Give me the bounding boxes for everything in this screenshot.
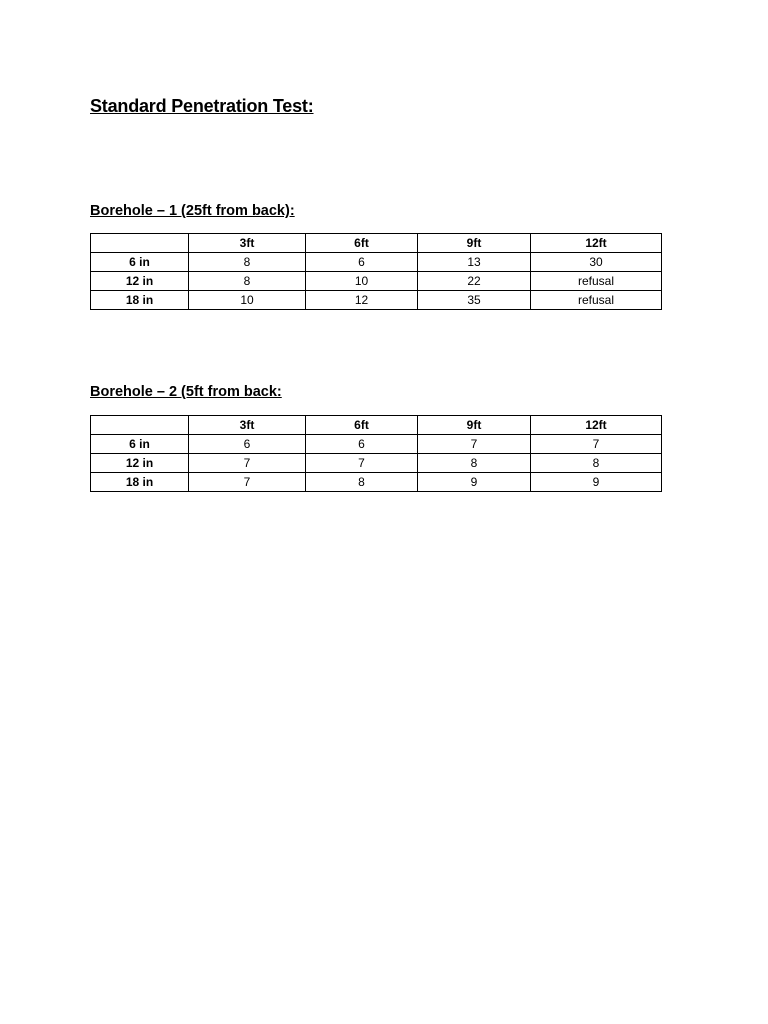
table-cell: 6 [306,435,418,454]
table-cell: 30 [531,253,662,272]
borehole-1-heading: Borehole – 1 (25ft from back): [90,203,295,219]
table-cell: 7 [189,473,306,492]
column-header: 12ft [531,416,662,435]
column-header: 3ft [189,416,306,435]
table-cell: 7 [531,435,662,454]
row-header: 12 in [91,272,189,291]
table-cell: 6 [306,253,418,272]
row-header: 18 in [91,473,189,492]
table-cell: 10 [189,291,306,310]
table-row [91,473,662,492]
row-header: 6 in [91,435,189,454]
table-cell: 9 [531,473,662,492]
table-row [91,272,662,291]
table-cell: 7 [189,454,306,473]
table-cell: 8 [418,454,531,473]
table-cell: 6 [189,435,306,454]
column-header: 9ft [418,416,531,435]
table-cell: 8 [531,454,662,473]
table-cell: refusal [531,291,662,310]
table-row [91,291,662,310]
table-cell: 12 [306,291,418,310]
table-cell: 22 [418,272,531,291]
table-cell: 13 [418,253,531,272]
row-header: 18 in [91,291,189,310]
column-header: 3ft [189,234,306,253]
column-header: 6ft [306,234,418,253]
table-header-row [91,234,662,253]
borehole-2-table [90,415,662,492]
table-cell: 7 [306,454,418,473]
row-header: 6 in [91,253,189,272]
table-row [91,435,662,454]
table-cell: refusal [531,272,662,291]
table-cell: 9 [418,473,531,492]
table-row [91,454,662,473]
table-cell: 8 [189,253,306,272]
header-cell-corner [91,416,189,435]
table-cell: 8 [306,473,418,492]
column-header: 12ft [531,234,662,253]
table-cell: 35 [418,291,531,310]
table-cell: 8 [189,272,306,291]
row-header: 12 in [91,454,189,473]
table-cell: 7 [418,435,531,454]
table-row [91,253,662,272]
header-cell-corner [91,234,189,253]
table-cell: 10 [306,272,418,291]
column-header: 9ft [418,234,531,253]
borehole-1-table [90,233,662,310]
borehole-2-heading: Borehole – 2 (5ft from back: [90,384,282,400]
column-header: 6ft [306,416,418,435]
page-title: Standard Penetration Test: [90,96,314,116]
table-header-row [91,416,662,435]
